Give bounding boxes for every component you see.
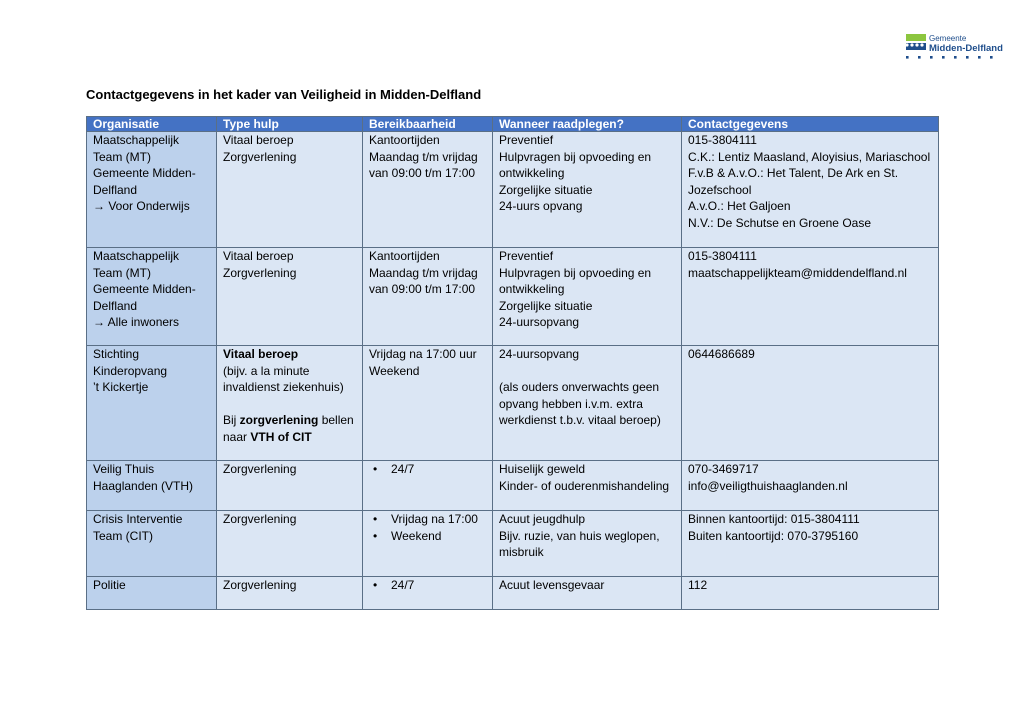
cell-line: Preventief [499,133,554,147]
table-row [87,132,939,248]
cell-line: Zorgelijke situatie [499,298,593,313]
header-bereikbaarheid: Bereikbaarheid [363,117,493,132]
cell-line: Kantoortijden [369,133,440,147]
cell-wanneer [493,346,682,461]
cell-wanneer [493,132,682,248]
cell-bereikbaarheid [363,577,493,610]
cell-type-hulp [217,346,363,461]
cell-line: C.K.: Lentiz Maasland, Aloyisius, Mariaschool [688,149,931,164]
cell-line: Zorgverlening [223,512,297,526]
text-run-bold: VTH of CIT [250,429,312,444]
cell-contactgegevens [682,511,939,577]
cell-bereikbaarheid [363,248,493,346]
page-title: Contactgegevens in het kader van Veiligheid in Midden-Delfland [86,87,482,102]
cell-bereikbaarheid [363,461,493,511]
phone-number: Binnen kantoortijd: 015-3804111 [688,512,860,526]
cell-wanneer [493,248,682,346]
cell-line: Weekend [369,363,420,378]
cell-line: Vitaal beroep [223,347,299,361]
phone-number: 0644686689 [688,347,755,361]
bullet-list [369,577,486,594]
cell-line: invaldienst ziekenhuis) [223,380,344,394]
bullet-list [369,511,486,544]
cell-contactgegevens [682,577,939,610]
cell-line: Zorgverlening [223,462,297,476]
cell-line: Maatschappelijk [93,249,180,263]
cell-line: Crisis Interventie [93,512,183,526]
cell-organisatie [87,577,217,610]
cell-contactgegevens [682,248,939,346]
cell-line: Stichting [93,347,140,361]
cell-wanneer [493,461,682,511]
cell-line: Haaglanden (VTH) [93,478,194,493]
header-organisatie: Organisatie [87,117,217,132]
cell-type-hulp [217,577,363,610]
header-type-hulp: Type hulp [217,117,363,132]
cell-line: Vrijdag na 17:00 uur [369,347,477,361]
cell-line: Maandag t/m vrijdag [369,265,478,280]
spacer [499,363,675,380]
cell-line: Gemeente Midden- [93,166,196,180]
cell-line: Preventief [499,249,554,263]
bullet-item: • 24/7 [369,461,486,478]
cell-line: Vitaal beroep [223,133,294,147]
cell-line: Team (MT) [93,149,151,164]
cell-line [223,412,356,429]
cell-line: Hulpvragen bij opvoeding en [499,149,652,164]
cell-contactgegevens [682,461,939,511]
cell-line: Zorgverlening [223,149,297,164]
cell-line: Veilig Thuis [93,462,155,476]
cell-line: Kantoortijden [369,249,440,263]
cell-bereikbaarheid [363,346,493,461]
email-address: info@veiligthuishaaglanden.nl [688,478,848,493]
cell-line: Zorgelijke situatie [499,182,593,197]
cell-line: Team (MT) [93,265,151,280]
cell-line: misbruik [499,545,544,559]
cell-line: Maatschappelijk [93,133,180,147]
cell-line: A.v.O.: Het Galjoen [688,199,791,213]
phone-number: 015-3804111 [688,133,757,147]
cell-line: 24-uursopvang [499,347,580,361]
cell-contactgegevens [682,346,939,461]
cell-line: van 09:00 t/m 17:00 [369,166,476,180]
cell-line: (als ouders onverwachts geen [499,380,660,394]
phone-number: 015-3804111 [688,249,757,263]
table-row [87,511,939,577]
cell-line: werkdienst t.b.v. vitaal beroep) [499,413,661,427]
logo-line2: Midden-Delfland [929,43,1003,54]
cell-line: F.v.B & A.v.O.: Het Talent, De Ark en St. [688,166,899,180]
cell-organisatie [87,346,217,461]
cell-line: Team (CIT) [93,528,153,543]
cell-line: Acuut levensgevaar [499,578,605,592]
cell-line: van 09:00 t/m 17:00 [369,282,476,296]
header-contactgegevens: Contactgegevens [682,117,939,132]
cell-line: ontwikkeling [499,166,565,180]
cell-line: → Alle inwoners [93,315,180,329]
email-address: maatschappelijkteam@middendelfland.nl [688,265,907,280]
phone-number: 070-3469717 [688,462,759,476]
cell-line: Hulpvragen bij opvoeding en [499,265,652,280]
cell-line: Delfland [93,298,138,313]
cell-wanneer [493,511,682,577]
bullet-list [369,461,486,478]
cell-line: Acuut jeugdhulp [499,512,586,526]
logo-line1: Gemeente [929,34,967,43]
text-run: bellen [318,413,354,427]
table-header-row [87,117,939,132]
bullet-item: • 24/7 [369,577,486,594]
header-wanneer: Wanneer raadplegen? [493,117,682,132]
cell-organisatie [87,248,217,346]
cell-bereikbaarheid [363,132,493,248]
cell-organisatie [87,132,217,248]
cell-line: Vitaal beroep [223,249,294,263]
cell-line: Huiselijk geweld [499,462,586,476]
cell-line: Zorgverlening [223,578,297,592]
cell-line [223,429,356,446]
table-row [87,577,939,610]
cell-line: Delfland [93,182,138,197]
cell-line: Gemeente Midden- [93,282,196,296]
bullet-item: • Vrijdag na 17:00 [369,511,486,528]
cell-type-hulp [217,248,363,346]
cell-line: ontwikkeling [499,282,565,296]
cell-organisatie [87,511,217,577]
cell-wanneer [493,577,682,610]
cell-type-hulp [217,132,363,248]
table-row [87,248,939,346]
cell-line: Jozefschool [688,182,752,197]
cell-bereikbaarheid [363,511,493,577]
bullet-item: • Weekend [369,528,486,545]
text-run-bold: zorgverlening [239,413,319,427]
phone-number: 112 [688,578,708,592]
table-row [87,461,939,511]
cell-line: Kinder- of ouderenmishandeling [499,478,670,493]
cell-line: N.V.: De Schutse en Groene Oase [688,215,871,230]
cell-line: opvang hebben i.v.m. extra [499,396,643,411]
contact-table [86,116,939,610]
cell-line: ’t Kickertje [93,380,149,394]
cell-organisatie [87,461,217,511]
cell-line: Zorgverlening [223,265,297,280]
text-run: Bij [223,413,240,427]
cell-line: (bijv. a la minute [223,363,310,378]
phone-number: Buiten kantoortijd: 070-3795160 [688,528,859,543]
cell-line: Bijv. ruzie, van huis weglopen, [499,528,660,543]
spacer [223,396,356,413]
cell-contactgegevens [682,132,939,248]
table-row [87,346,939,461]
cell-line: Maandag t/m vrijdag [369,149,478,164]
cell-line: 24-uurs opvang [499,199,583,213]
cell-line: Kinderopvang [93,363,168,378]
cell-line: Politie [93,578,126,592]
cell-type-hulp [217,461,363,511]
logo-text [929,34,1003,54]
text-run: naar [223,429,251,444]
cell-line: → Voor Onderwijs [93,199,190,213]
cell-line: 24-uursopvang [499,315,580,329]
cell-type-hulp [217,511,363,577]
